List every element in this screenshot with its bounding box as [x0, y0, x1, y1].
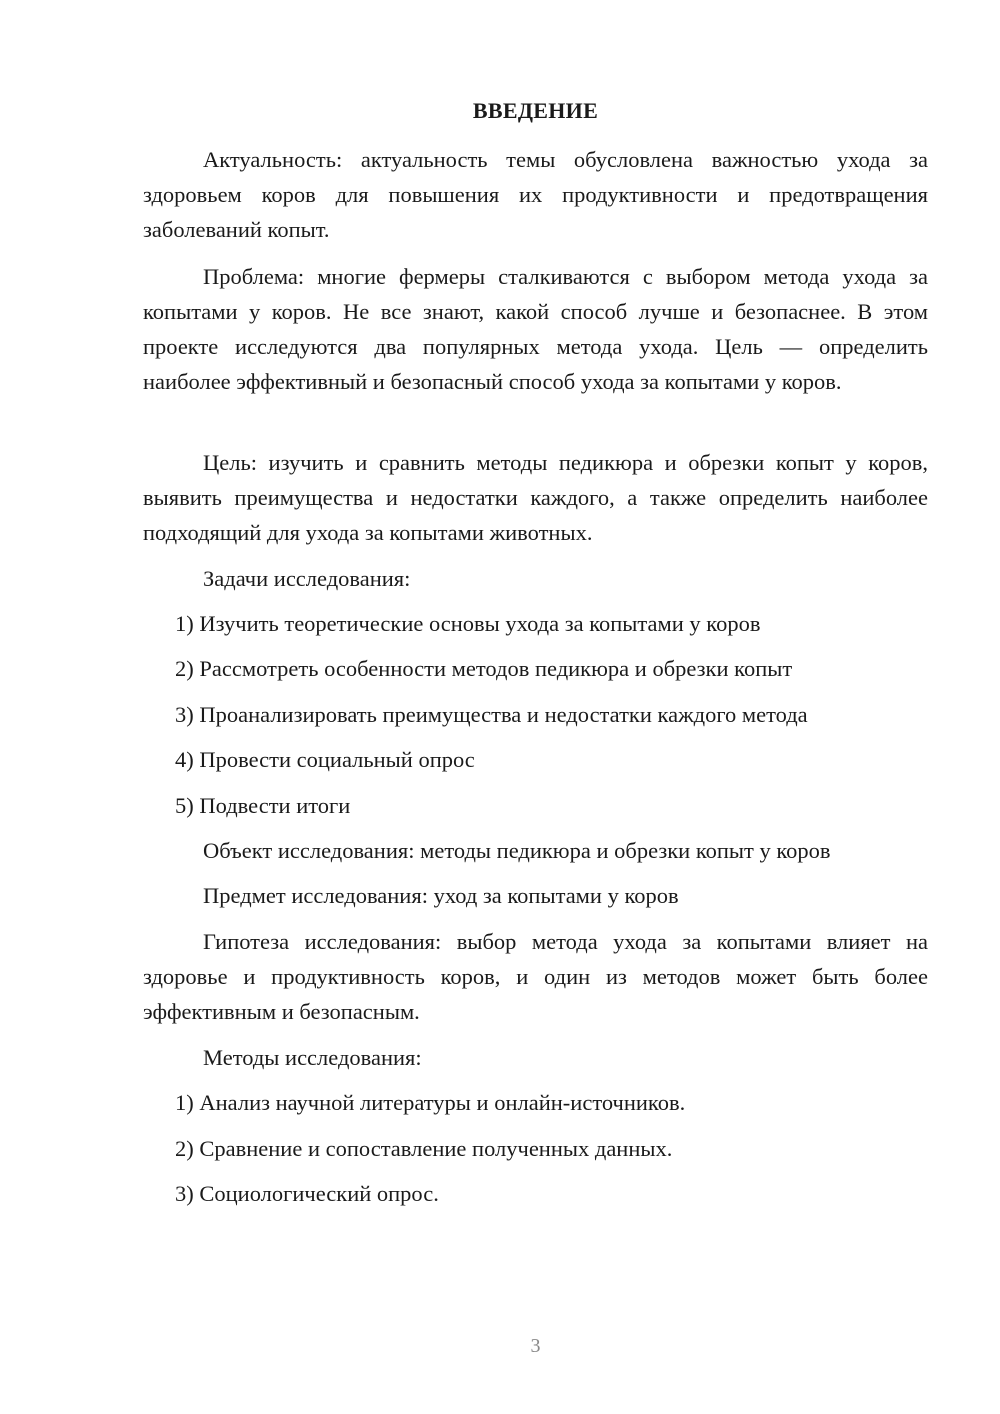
method-item: 2) Сравнение и сопоставление полученных данных. [175, 1136, 673, 1161]
task-item: 1) Изучить теоретические основы ухода за копытами у коров [175, 611, 761, 636]
document-page [143, 0, 928, 1414]
relevance-paragraph: Актуальность: актуальность темы обусловлена важностью ухода за здоровьем коров для повышения их продуктивности и предотвращения заболеваний копыт. [143, 147, 928, 242]
task-item: 3) Проанализировать преимущества и недостатки каждого метода [175, 702, 808, 727]
task-item: 2) Рассмотреть особенности методов педикюра и обрезки копыт [175, 656, 793, 681]
hypothesis-paragraph: Гипотеза исследования: выбор метода ухода за копытами влияет на здоровье и продуктивность коров, и один из методов может быть более эффективным и безопасным. [143, 929, 928, 1024]
page-number: 3 [530, 1335, 541, 1357]
section-heading: ВВЕДЕНИЕ [472, 98, 599, 123]
methods-title: Методы исследования: [203, 1045, 422, 1070]
subject-paragraph: Предмет исследования: уход за копытами у коров [203, 883, 679, 908]
task-item: 4) Провести социальный опрос [175, 747, 475, 772]
task-item: 5) Подвести итоги [175, 793, 351, 818]
method-item: 1) Анализ научной литературы и онлайн-источников. [175, 1090, 686, 1115]
object-paragraph: Объект исследования: методы педикюра и обрезки копыт у коров [203, 838, 831, 863]
method-item: 3) Социологический опрос. [175, 1181, 439, 1206]
problem-paragraph: Проблема: многие фермеры сталкиваются с выбором метода ухода за копытами у коров. Не все знают, какой способ лучше и безопаснее. В этом проекте исследуются два популярных метода ухода. Цель — определить наиболее эффективный и безопасный способ ухода за копытами у коров. [143, 264, 928, 394]
goal-paragraph: Цель: изучить и сравнить методы педикюра и обрезки копыт у коров, выявить преимущества и недостатки каждого, а также определить наиболее подходящий для ухода за копытами животных. [143, 450, 928, 545]
tasks-title: Задачи исследования: [203, 566, 411, 591]
